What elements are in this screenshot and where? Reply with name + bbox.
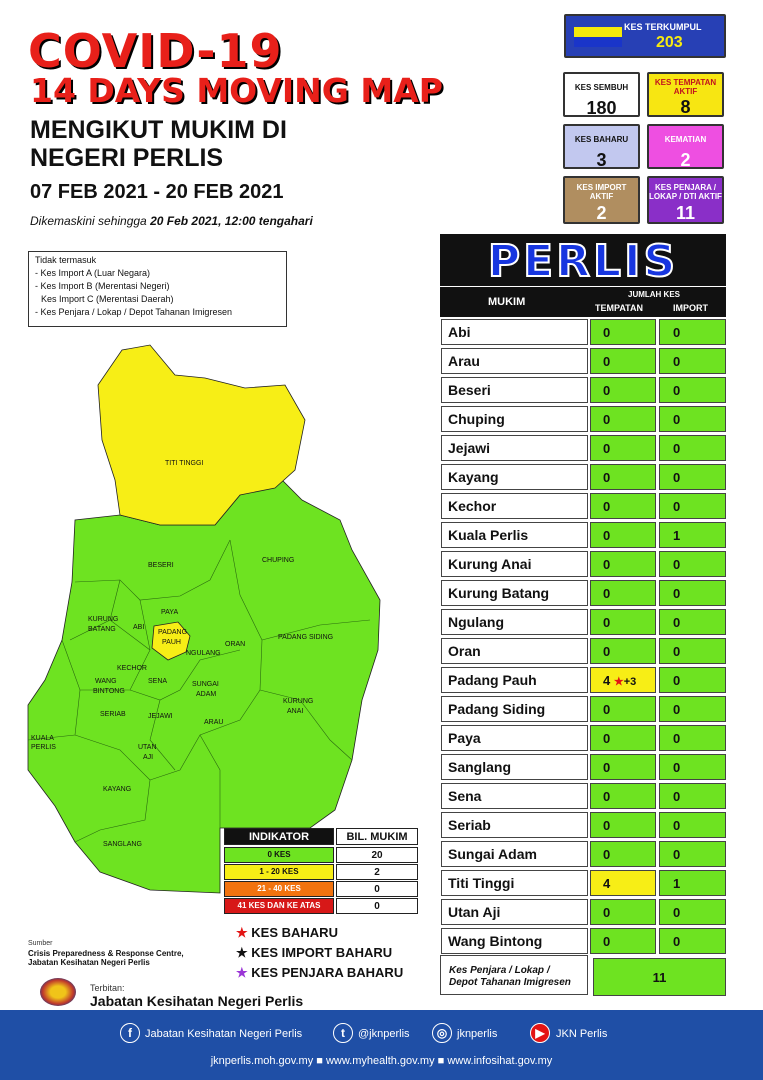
map-label-oran: ORAN	[225, 641, 246, 648]
table-row	[440, 464, 726, 490]
local-cases: 0	[590, 377, 656, 403]
mukim-name: Padang Pauh	[441, 667, 588, 693]
mukim-name: Utan Aji	[441, 899, 588, 925]
table-row	[440, 435, 726, 461]
indicator-label: 21 - 40 KES	[224, 881, 334, 897]
import-cases: 0	[659, 899, 726, 925]
local-cases: 0	[590, 609, 656, 635]
local-cases: 0	[590, 464, 656, 490]
mukim-name: Titi Tinggi	[441, 870, 588, 896]
mukim-name: Sungai Adam	[441, 841, 588, 867]
map-label-chuping: CHUPING	[262, 557, 295, 564]
table-row	[440, 551, 726, 577]
published-label: Terbitan:	[90, 983, 125, 993]
map-label-arau: ARAU	[204, 719, 224, 726]
mukim-name: Ngulang	[441, 609, 588, 635]
map-label-perlis: PERLIS	[31, 744, 56, 751]
import-cases: 0	[659, 841, 726, 867]
map-label-sungai: SUNGAI	[192, 681, 219, 688]
table-row	[440, 493, 726, 519]
local-cases: 0	[590, 812, 656, 838]
facebook-icon[interactable]: f	[120, 1023, 140, 1043]
local-cases: 0	[590, 696, 656, 722]
import-cases: 0	[659, 812, 726, 838]
import-cases: 0	[659, 754, 726, 780]
mukim-name: Kurung Batang	[441, 580, 588, 606]
subtitle-line1: MENGIKUT MUKIM DI	[30, 116, 287, 144]
table-column-header: MUKIM JUMLAH KES TEMPATAN IMPORT	[440, 287, 726, 317]
table-title-block	[440, 234, 726, 286]
map-label-jejawi: JEJAWI	[148, 713, 173, 720]
prison-label: Kes Penjara / Lokap / Depot Tahanan Imigresen	[440, 955, 588, 995]
table-row	[440, 319, 726, 345]
table-row	[440, 377, 726, 403]
import-cases: 0	[659, 493, 726, 519]
map-label-pauh: PAUH	[162, 639, 181, 646]
exclusion-notes: Tidak termasuk - Kes Import A (Luar Negara) - Kes Import B (Merentasi Negeri) Kes Import C (Merentasi Daerah) - Kes Penjara / Lokap / Depot Tahanan Imigresen	[28, 251, 287, 327]
local-cases: 0	[590, 348, 656, 374]
table-row	[440, 899, 726, 925]
table-row	[440, 754, 726, 780]
mukim-name: Padang Siding	[441, 696, 588, 722]
mukim-name: Kechor	[441, 493, 588, 519]
map-label-paya: PAYA	[161, 609, 179, 616]
legend-new: ★ KES BAHARU	[236, 925, 338, 940]
table-title: PERLIS	[487, 236, 679, 287]
import-cases: 0	[659, 551, 726, 577]
legend-prison: ★ KES PENJARA BAHARU	[236, 965, 404, 980]
crest-logo	[40, 978, 76, 1006]
local-cases: 0	[590, 580, 656, 606]
local-cases: 4 ★+3	[590, 667, 656, 693]
facebook-link[interactable]: Jabatan Kesihatan Negeri Perlis	[145, 1028, 303, 1040]
stat-import-active: KES IMPORT AKTIF 2	[563, 176, 640, 224]
map-label-padang: PADANG	[158, 629, 188, 636]
import-cases: 0	[659, 348, 726, 374]
local-cases: 0	[590, 319, 656, 345]
title-covid: COVID-19	[28, 24, 283, 78]
indicator-label: 41 KES DAN KE ATAS	[224, 898, 334, 914]
import-cases: 0	[659, 696, 726, 722]
red-star-icon: ★	[236, 925, 248, 940]
mukim-name: Abi	[441, 319, 588, 345]
table-row	[440, 696, 726, 722]
map-label-aji: AJI	[143, 754, 154, 761]
import-cases: 0	[659, 725, 726, 751]
import-cases: 0	[659, 667, 726, 693]
indicator-label: 1 - 20 KES	[224, 864, 334, 880]
mukim-name: Sanglang	[441, 754, 588, 780]
table-row	[440, 667, 726, 693]
instagram-icon[interactable]: ◎	[432, 1023, 452, 1043]
map-label-sena: SENA	[148, 678, 168, 685]
mukim-name: Oran	[441, 638, 588, 664]
subtitle-line2: NEGERI PERLIS	[30, 144, 224, 172]
stat-total	[564, 14, 726, 58]
import-cases: 0	[659, 783, 726, 809]
local-cases: 0	[590, 899, 656, 925]
import-cases: 1	[659, 522, 726, 548]
stat-deaths: KEMATIAN 2	[647, 124, 724, 169]
table-row	[440, 783, 726, 809]
map-label-utan: UTAN	[138, 744, 157, 751]
table-row	[440, 522, 726, 548]
indicator-count: 0	[336, 881, 418, 897]
stat-prison-active: KES PENJARA / LOKAP / DTI AKTIF 11	[647, 176, 724, 224]
import-cases: 0	[659, 464, 726, 490]
local-cases: 0	[590, 783, 656, 809]
table-row	[440, 928, 726, 954]
import-cases: 0	[659, 609, 726, 635]
table-row	[440, 609, 726, 635]
stat-local-active: KES TEMPATAN AKTIF 8	[647, 72, 724, 117]
mukim-name: Paya	[441, 725, 588, 751]
stat-total-value: 203	[656, 34, 683, 51]
import-cases: 0	[659, 319, 726, 345]
map-label-kayang: KAYANG	[103, 786, 132, 793]
table-row	[440, 638, 726, 664]
map-label-adam: ADAM	[196, 691, 217, 698]
import-cases: 0	[659, 928, 726, 954]
table-row	[440, 870, 726, 896]
indicator-count: 20	[336, 847, 418, 863]
table-row	[440, 725, 726, 751]
footer	[0, 1010, 763, 1080]
footer-urls[interactable]: jknperlis.moh.gov.my ■ www.myhealth.gov.my ■ www.infosihat.gov.my	[210, 1055, 553, 1067]
local-cases: 0	[590, 725, 656, 751]
youtube-icon[interactable]: ▶	[530, 1023, 550, 1043]
mukim-name: Sena	[441, 783, 588, 809]
source-label: Sumber	[28, 940, 53, 947]
table-row	[440, 812, 726, 838]
stat-total-label: KES TERKUMPUL	[624, 22, 702, 32]
indicator-count: 2	[336, 864, 418, 880]
stat-new: KES BAHARU 3	[563, 124, 640, 169]
perlis-map	[20, 335, 430, 895]
map-label-kuala: KUALA	[31, 735, 54, 742]
mukim-name: Seriab	[441, 812, 588, 838]
publisher: Jabatan Kesihatan Negeri Perlis	[90, 993, 304, 1009]
mukim-name: Kuala Perlis	[441, 522, 588, 548]
prison-value: 11	[593, 958, 726, 996]
mukim-name: Kayang	[441, 464, 588, 490]
map-label-ngulang: NGULANG	[186, 650, 221, 657]
source-line2: Jabatan Kesihatan Negeri Perlis	[28, 958, 150, 967]
import-cases: 0	[659, 377, 726, 403]
instagram-link[interactable]: jknperlis	[457, 1028, 498, 1040]
map-label-wang: WANG	[95, 678, 117, 685]
perlis-flag-icon	[574, 27, 622, 47]
purple-star-icon: ★	[236, 965, 248, 980]
source-line1: Crisis Preparedness & Response Centre,	[28, 949, 184, 958]
table-row	[440, 841, 726, 867]
local-cases: 0	[590, 493, 656, 519]
twitter-icon[interactable]: t	[333, 1023, 353, 1043]
map-label-beseri: BESERI	[148, 562, 174, 569]
mukim-name: Jejawi	[441, 435, 588, 461]
mukim-name: Arau	[441, 348, 588, 374]
mukim-name: Chuping	[441, 406, 588, 432]
local-cases: 0	[590, 638, 656, 664]
indicator-label: 0 KES	[224, 847, 334, 863]
map-label-kurung: KURUNG	[88, 616, 119, 623]
map-label-kechor: KECHOR	[117, 665, 147, 672]
map-label-titi-tinggi: TITI TINGGI	[165, 460, 204, 467]
local-cases: 0	[590, 406, 656, 432]
import-cases: 1	[659, 870, 726, 896]
map-label-batang: BATANG	[88, 626, 116, 633]
map-label-seriab: SERIAB	[100, 711, 126, 718]
map-label-abi: ABI	[133, 624, 145, 631]
local-cases: 0	[590, 551, 656, 577]
local-cases: 0	[590, 435, 656, 461]
map-label-kurung-2: KURUNG	[283, 698, 314, 705]
local-cases: 0	[590, 754, 656, 780]
updated-text: Dikemaskini sehingga 20 Feb 2021, 12:00 tengahari	[30, 214, 313, 228]
map-label-padang-siding: PADANG SIDING	[278, 634, 334, 641]
twitter-link[interactable]: @jknperlis	[358, 1028, 410, 1040]
legend-import: ★ KES IMPORT BAHARU	[236, 945, 393, 960]
mukim-name: Kurung Anai	[441, 551, 588, 577]
import-cases: 0	[659, 406, 726, 432]
map-label-bintong: BINTONG	[93, 688, 125, 695]
local-cases: 4	[590, 870, 656, 896]
table-row	[440, 348, 726, 374]
import-cases: 0	[659, 580, 726, 606]
mukim-name: Beseri	[441, 377, 588, 403]
import-cases: 0	[659, 638, 726, 664]
youtube-link[interactable]: JKN Perlis	[556, 1028, 608, 1040]
red-star-icon: ★	[613, 676, 624, 688]
stat-recovered: KES SEMBUH 180	[563, 72, 640, 117]
local-cases: 0	[590, 522, 656, 548]
mukim-name: Wang Bintong	[441, 928, 588, 954]
title-moving-map: 14 DAYS MOVING MAP	[30, 71, 443, 110]
indicator-count: 0	[336, 898, 418, 914]
import-cases: 0	[659, 435, 726, 461]
table-row	[440, 580, 726, 606]
local-cases: 0	[590, 928, 656, 954]
black-star-icon: ★	[236, 945, 248, 960]
map-label-sanglang: SANGLANG	[103, 841, 142, 848]
local-cases: 0	[590, 841, 656, 867]
date-range: 07 FEB 2021 - 20 FEB 2021	[30, 181, 284, 203]
table-row	[440, 406, 726, 432]
map-label-anai: ANAI	[287, 708, 304, 715]
